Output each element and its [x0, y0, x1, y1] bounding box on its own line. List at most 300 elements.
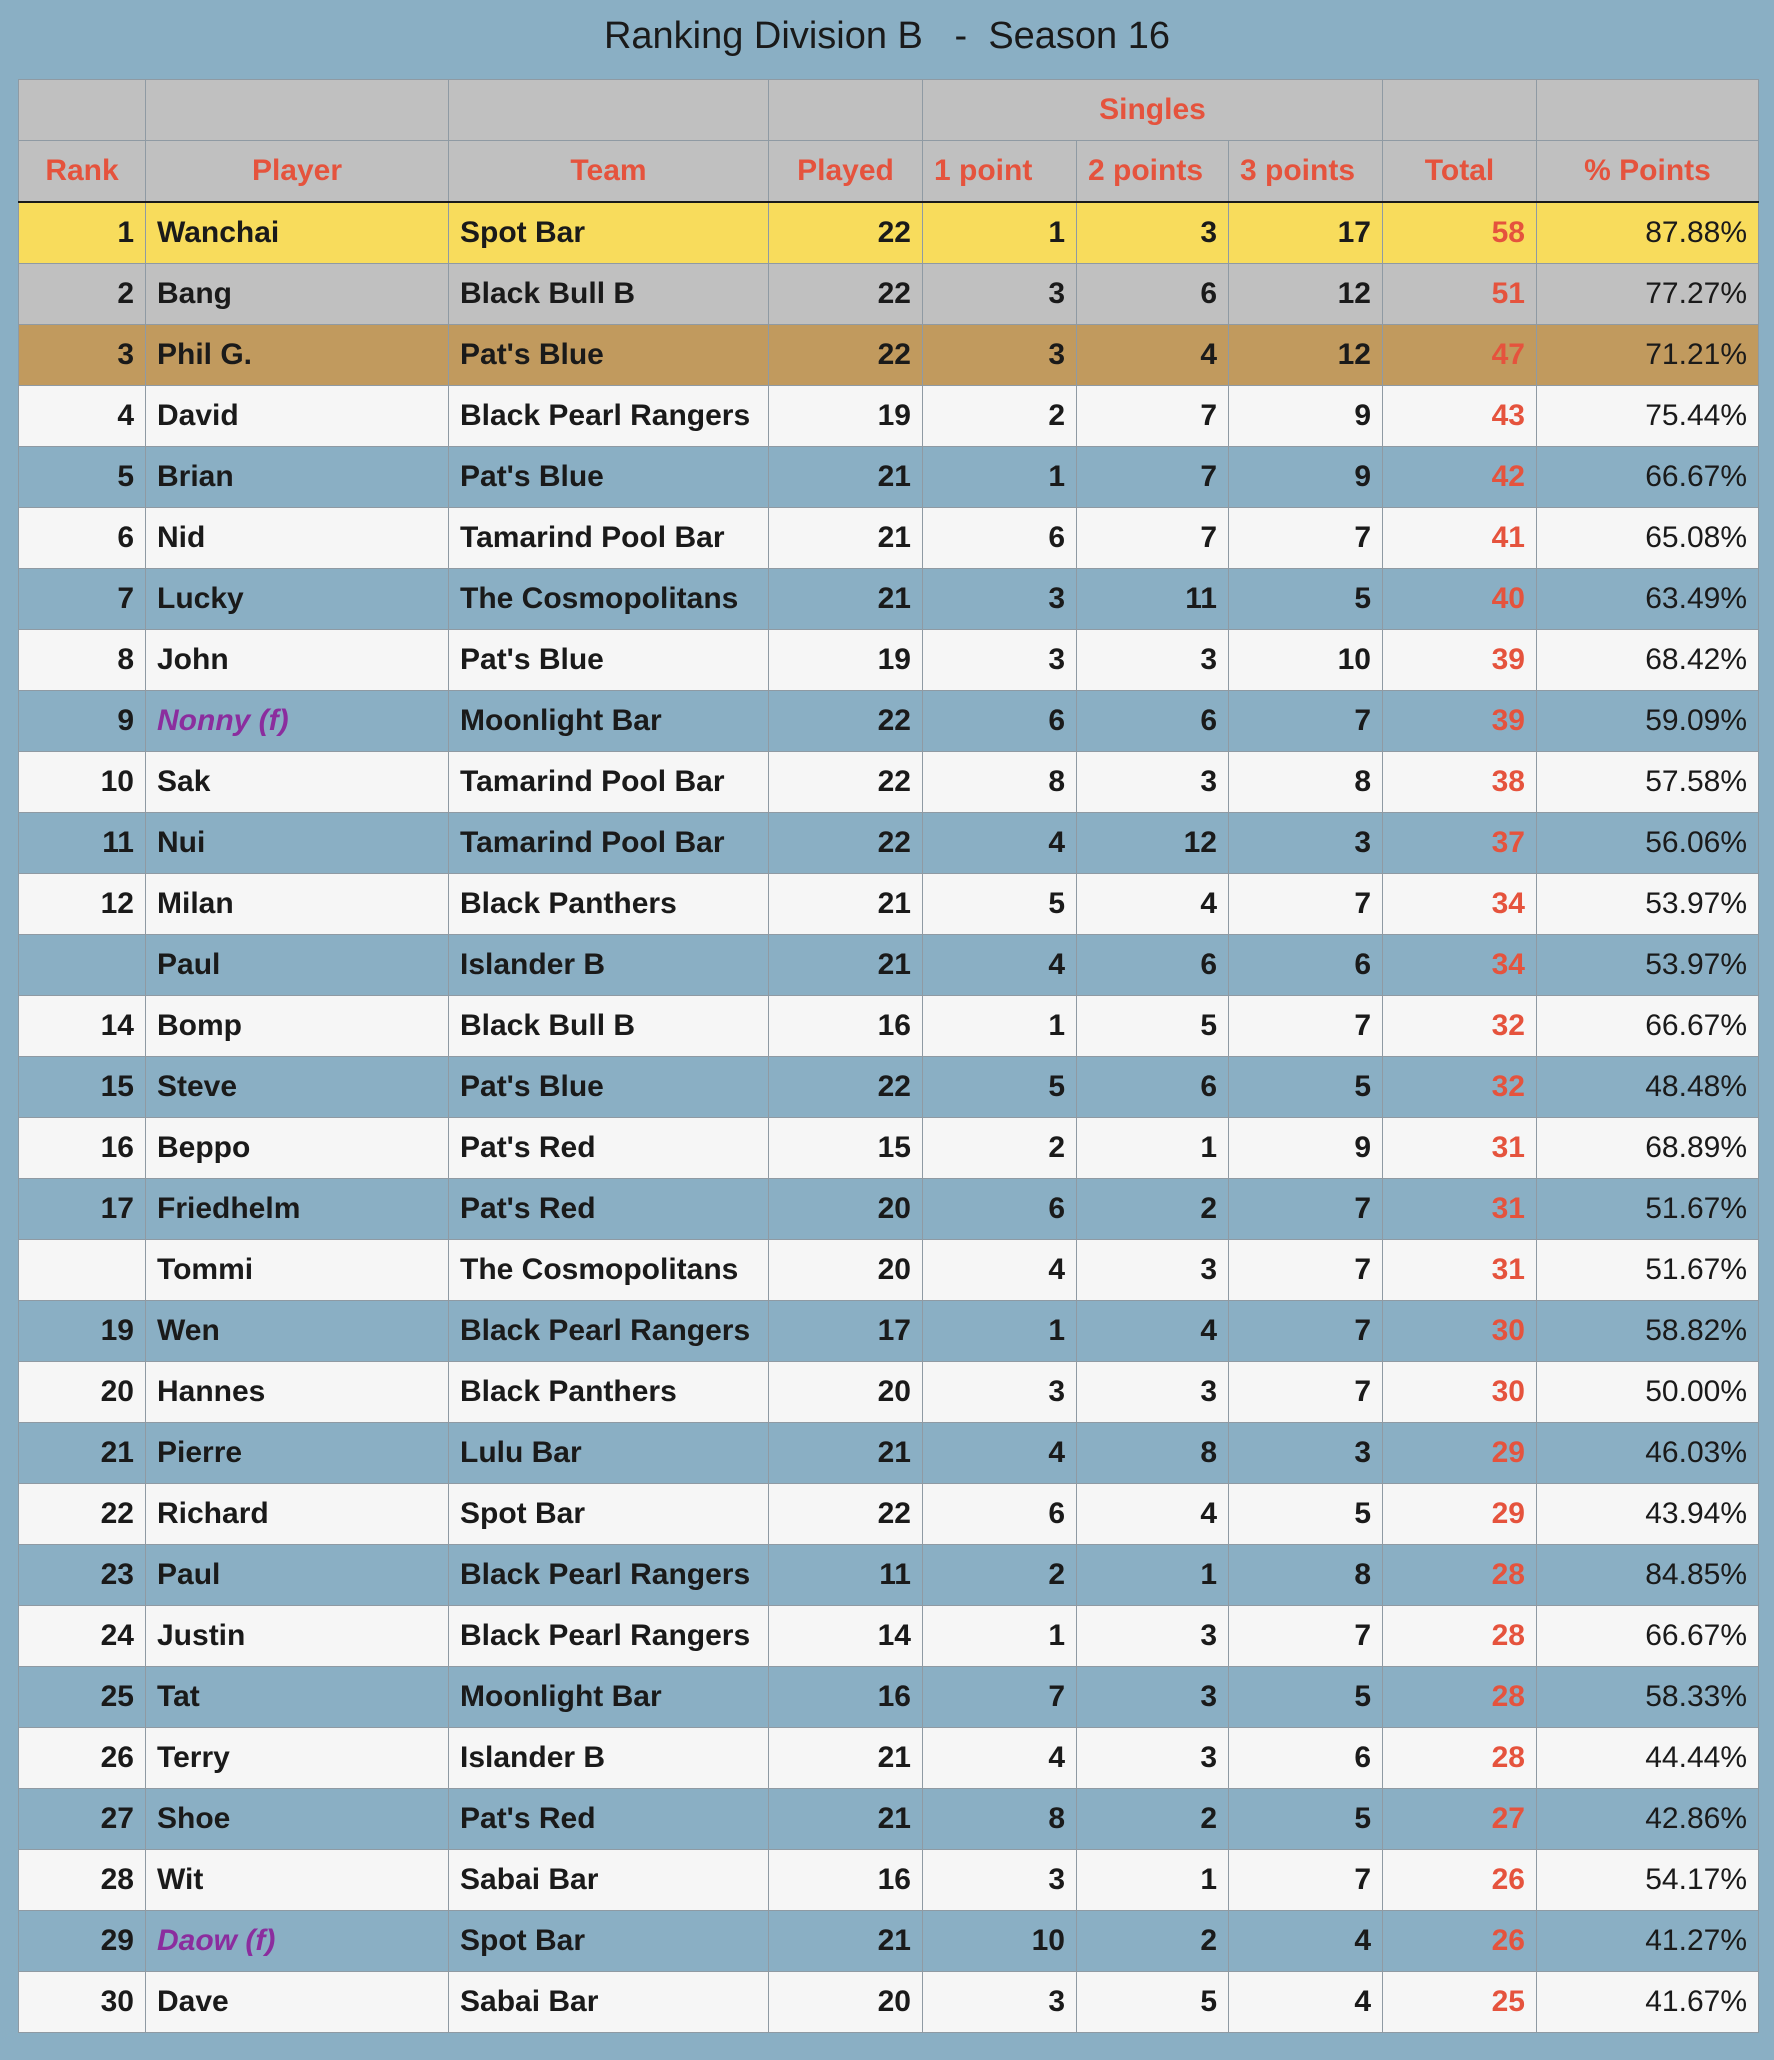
- two-points-cell: 1: [1077, 1545, 1229, 1606]
- player-cell: Wanchai: [146, 202, 449, 264]
- team-cell: Moonlight Bar: [449, 1667, 769, 1728]
- ranking-table: [18, 79, 1759, 2033]
- rank-cell: 9: [19, 691, 146, 752]
- total-cell: 32: [1383, 996, 1537, 1057]
- three-points-cell: 5: [1229, 569, 1383, 630]
- two-points-cell: 6: [1077, 264, 1229, 325]
- total-cell: 26: [1383, 1850, 1537, 1911]
- total-cell: 31: [1383, 1240, 1537, 1301]
- two-points-cell: 5: [1077, 1972, 1229, 2033]
- total-cell: 28: [1383, 1667, 1537, 1728]
- team-cell: Pat's Blue: [449, 630, 769, 691]
- three-points-cell: 7: [1229, 874, 1383, 935]
- header-1-point: 1 point: [923, 141, 1077, 203]
- header-blank-cell: [769, 80, 923, 141]
- player-cell: Richard: [146, 1484, 449, 1545]
- one-point-cell: 1: [923, 447, 1077, 508]
- two-points-cell: 4: [1077, 874, 1229, 935]
- two-points-cell: 2: [1077, 1179, 1229, 1240]
- table-row: [19, 1362, 1759, 1423]
- three-points-cell: 7: [1229, 1850, 1383, 1911]
- header-3-points: 3 points: [1229, 141, 1383, 203]
- table-row: [19, 202, 1759, 264]
- played-cell: 21: [769, 447, 923, 508]
- played-cell: 22: [769, 813, 923, 874]
- player-cell: Milan: [146, 874, 449, 935]
- one-point-cell: 5: [923, 1057, 1077, 1118]
- three-points-cell: 10: [1229, 630, 1383, 691]
- header-blank-cell: [1537, 80, 1759, 141]
- pct-points-cell: 57.58%: [1537, 752, 1759, 813]
- pct-points-cell: 46.03%: [1537, 1423, 1759, 1484]
- total-cell: 32: [1383, 1057, 1537, 1118]
- total-cell: 34: [1383, 874, 1537, 935]
- two-points-cell: 12: [1077, 813, 1229, 874]
- header-blank-cell: [1383, 80, 1537, 141]
- two-points-cell: 3: [1077, 630, 1229, 691]
- header-played: Played: [769, 141, 923, 203]
- team-cell: Tamarind Pool Bar: [449, 752, 769, 813]
- rank-cell: 28: [19, 1850, 146, 1911]
- one-point-cell: 3: [923, 264, 1077, 325]
- rank-cell: 23: [19, 1545, 146, 1606]
- two-points-cell: 4: [1077, 1484, 1229, 1545]
- one-point-cell: 6: [923, 508, 1077, 569]
- one-point-cell: 8: [923, 1789, 1077, 1850]
- team-cell: Black Pearl Rangers: [449, 1606, 769, 1667]
- played-cell: 21: [769, 508, 923, 569]
- table-row: [19, 264, 1759, 325]
- player-cell: Bang: [146, 264, 449, 325]
- header-group-row: [19, 80, 1759, 141]
- two-points-cell: 4: [1077, 325, 1229, 386]
- one-point-cell: 4: [923, 1728, 1077, 1789]
- three-points-cell: 3: [1229, 813, 1383, 874]
- player-cell: Friedhelm: [146, 1179, 449, 1240]
- three-points-cell: 5: [1229, 1789, 1383, 1850]
- total-cell: 34: [1383, 935, 1537, 996]
- table-row: [19, 1240, 1759, 1301]
- two-points-cell: 6: [1077, 1057, 1229, 1118]
- played-cell: 22: [769, 264, 923, 325]
- played-cell: 20: [769, 1240, 923, 1301]
- pct-points-cell: 41.27%: [1537, 1911, 1759, 1972]
- one-point-cell: 2: [923, 386, 1077, 447]
- player-cell: Wit: [146, 1850, 449, 1911]
- three-points-cell: 7: [1229, 1606, 1383, 1667]
- pct-points-cell: 87.88%: [1537, 202, 1759, 264]
- player-cell: Paul: [146, 1545, 449, 1606]
- two-points-cell: 6: [1077, 691, 1229, 752]
- two-points-cell: 2: [1077, 1911, 1229, 1972]
- three-points-cell: 5: [1229, 1057, 1383, 1118]
- player-cell: Hannes: [146, 1362, 449, 1423]
- team-cell: Islander B: [449, 935, 769, 996]
- three-points-cell: 12: [1229, 264, 1383, 325]
- pct-points-cell: 41.67%: [1537, 1972, 1759, 2033]
- two-points-cell: 11: [1077, 569, 1229, 630]
- header-blank-cell: [19, 80, 146, 141]
- rank-cell: 29: [19, 1911, 146, 1972]
- played-cell: 22: [769, 691, 923, 752]
- pct-points-cell: 77.27%: [1537, 264, 1759, 325]
- rank-cell: 17: [19, 1179, 146, 1240]
- played-cell: 15: [769, 1118, 923, 1179]
- played-cell: 20: [769, 1362, 923, 1423]
- pct-points-cell: 58.33%: [1537, 1667, 1759, 1728]
- team-cell: Lulu Bar: [449, 1423, 769, 1484]
- table-row: [19, 935, 1759, 996]
- played-cell: 20: [769, 1179, 923, 1240]
- one-point-cell: 6: [923, 1179, 1077, 1240]
- two-points-cell: 3: [1077, 1606, 1229, 1667]
- table-row: [19, 1057, 1759, 1118]
- one-point-cell: 3: [923, 325, 1077, 386]
- three-points-cell: 9: [1229, 447, 1383, 508]
- team-cell: Pat's Blue: [449, 325, 769, 386]
- pct-points-cell: 51.67%: [1537, 1240, 1759, 1301]
- rank-cell: 10: [19, 752, 146, 813]
- team-cell: Pat's Red: [449, 1118, 769, 1179]
- played-cell: 21: [769, 1423, 923, 1484]
- rank-cell: 24: [19, 1606, 146, 1667]
- pct-points-cell: 50.00%: [1537, 1362, 1759, 1423]
- pct-points-cell: 65.08%: [1537, 508, 1759, 569]
- rank-cell: 2: [19, 264, 146, 325]
- header-total: Total: [1383, 141, 1537, 203]
- table-row: [19, 1789, 1759, 1850]
- one-point-cell: 7: [923, 1667, 1077, 1728]
- total-cell: 28: [1383, 1606, 1537, 1667]
- table-row: [19, 1484, 1759, 1545]
- table-row: [19, 1667, 1759, 1728]
- table-row: [19, 752, 1759, 813]
- played-cell: 21: [769, 1911, 923, 1972]
- total-cell: 41: [1383, 508, 1537, 569]
- three-points-cell: 7: [1229, 1179, 1383, 1240]
- team-cell: Pat's Blue: [449, 447, 769, 508]
- two-points-cell: 7: [1077, 447, 1229, 508]
- player-cell: Dave: [146, 1972, 449, 2033]
- player-cell: Nid: [146, 508, 449, 569]
- table-row: [19, 1850, 1759, 1911]
- pct-points-cell: 51.67%: [1537, 1179, 1759, 1240]
- pct-points-cell: 54.17%: [1537, 1850, 1759, 1911]
- played-cell: 14: [769, 1606, 923, 1667]
- total-cell: 28: [1383, 1728, 1537, 1789]
- rank-cell: 6: [19, 508, 146, 569]
- table-row: [19, 1179, 1759, 1240]
- team-cell: Tamarind Pool Bar: [449, 508, 769, 569]
- pct-points-cell: 53.97%: [1537, 935, 1759, 996]
- total-cell: 25: [1383, 1972, 1537, 2033]
- team-cell: Black Bull B: [449, 996, 769, 1057]
- one-point-cell: 4: [923, 1423, 1077, 1484]
- rank-cell: 30: [19, 1972, 146, 2033]
- header-blank-cell: [449, 80, 769, 141]
- table-row: [19, 630, 1759, 691]
- team-cell: Sabai Bar: [449, 1972, 769, 2033]
- one-point-cell: 1: [923, 202, 1077, 264]
- two-points-cell: 1: [1077, 1850, 1229, 1911]
- pct-points-cell: 58.82%: [1537, 1301, 1759, 1362]
- table-row: [19, 386, 1759, 447]
- two-points-cell: 1: [1077, 1118, 1229, 1179]
- one-point-cell: 3: [923, 630, 1077, 691]
- total-cell: 38: [1383, 752, 1537, 813]
- one-point-cell: 1: [923, 1606, 1077, 1667]
- played-cell: 11: [769, 1545, 923, 1606]
- one-point-cell: 10: [923, 1911, 1077, 1972]
- player-cell: Daow (f): [146, 1911, 449, 1972]
- two-points-cell: 3: [1077, 1240, 1229, 1301]
- player-cell: Wen: [146, 1301, 449, 1362]
- rank-cell: 3: [19, 325, 146, 386]
- three-points-cell: 7: [1229, 996, 1383, 1057]
- played-cell: 21: [769, 874, 923, 935]
- two-points-cell: 3: [1077, 1362, 1229, 1423]
- rank-cell: 16: [19, 1118, 146, 1179]
- player-cell: Paul: [146, 935, 449, 996]
- pct-points-cell: 71.21%: [1537, 325, 1759, 386]
- team-cell: Black Pearl Rangers: [449, 386, 769, 447]
- pct-points-cell: 56.06%: [1537, 813, 1759, 874]
- one-point-cell: 1: [923, 1301, 1077, 1362]
- header-team: Team: [449, 141, 769, 203]
- table-row: [19, 1606, 1759, 1667]
- three-points-cell: 8: [1229, 1545, 1383, 1606]
- table-header: [19, 80, 1759, 203]
- rank-cell: 4: [19, 386, 146, 447]
- three-points-cell: 6: [1229, 935, 1383, 996]
- team-cell: Islander B: [449, 1728, 769, 1789]
- total-cell: 30: [1383, 1362, 1537, 1423]
- pct-points-cell: 84.85%: [1537, 1545, 1759, 1606]
- rank-cell: 12: [19, 874, 146, 935]
- player-cell: Beppo: [146, 1118, 449, 1179]
- played-cell: 17: [769, 1301, 923, 1362]
- team-cell: Tamarind Pool Bar: [449, 813, 769, 874]
- team-cell: Black Pearl Rangers: [449, 1301, 769, 1362]
- table-row: [19, 508, 1759, 569]
- player-cell: Lucky: [146, 569, 449, 630]
- two-points-cell: 7: [1077, 508, 1229, 569]
- three-points-cell: 4: [1229, 1972, 1383, 2033]
- rank-cell: 22: [19, 1484, 146, 1545]
- one-point-cell: 3: [923, 1850, 1077, 1911]
- pct-points-cell: 68.89%: [1537, 1118, 1759, 1179]
- table-row: [19, 1423, 1759, 1484]
- three-points-cell: 5: [1229, 1667, 1383, 1728]
- one-point-cell: 4: [923, 1240, 1077, 1301]
- pct-points-cell: 43.94%: [1537, 1484, 1759, 1545]
- table-row: [19, 1728, 1759, 1789]
- table-row: [19, 447, 1759, 508]
- one-point-cell: 2: [923, 1118, 1077, 1179]
- total-cell: 30: [1383, 1301, 1537, 1362]
- header-player: Player: [146, 141, 449, 203]
- rank-cell: 26: [19, 1728, 146, 1789]
- played-cell: 21: [769, 569, 923, 630]
- rank-cell: [19, 1240, 146, 1301]
- table-row: [19, 813, 1759, 874]
- rank-cell: 25: [19, 1667, 146, 1728]
- team-cell: The Cosmopolitans: [449, 1240, 769, 1301]
- two-points-cell: 7: [1077, 386, 1229, 447]
- two-points-cell: 4: [1077, 1301, 1229, 1362]
- played-cell: 19: [769, 630, 923, 691]
- rank-cell: 27: [19, 1789, 146, 1850]
- three-points-cell: 12: [1229, 325, 1383, 386]
- total-cell: 31: [1383, 1118, 1537, 1179]
- player-cell: Terry: [146, 1728, 449, 1789]
- table-row: [19, 1301, 1759, 1362]
- team-cell: Pat's Red: [449, 1789, 769, 1850]
- pct-points-cell: 66.67%: [1537, 1606, 1759, 1667]
- one-point-cell: 6: [923, 1484, 1077, 1545]
- one-point-cell: 6: [923, 691, 1077, 752]
- one-point-cell: 8: [923, 752, 1077, 813]
- played-cell: 22: [769, 1057, 923, 1118]
- player-cell: Phil G.: [146, 325, 449, 386]
- team-cell: Sabai Bar: [449, 1850, 769, 1911]
- table-row: [19, 874, 1759, 935]
- header-blank-cell: [146, 80, 449, 141]
- team-cell: Moonlight Bar: [449, 691, 769, 752]
- three-points-cell: 7: [1229, 691, 1383, 752]
- table-row: [19, 1545, 1759, 1606]
- total-cell: 37: [1383, 813, 1537, 874]
- table-row: [19, 1118, 1759, 1179]
- table-row: [19, 1972, 1759, 2033]
- team-cell: Spot Bar: [449, 1911, 769, 1972]
- played-cell: 16: [769, 1850, 923, 1911]
- player-cell: Tommi: [146, 1240, 449, 1301]
- total-cell: 39: [1383, 691, 1537, 752]
- two-points-cell: 3: [1077, 1667, 1229, 1728]
- page-title: Ranking Division B - Season 16: [603, 15, 1171, 57]
- one-point-cell: 2: [923, 1545, 1077, 1606]
- player-cell: Bomp: [146, 996, 449, 1057]
- two-points-cell: 3: [1077, 202, 1229, 264]
- two-points-cell: 8: [1077, 1423, 1229, 1484]
- team-cell: The Cosmopolitans: [449, 569, 769, 630]
- total-cell: 27: [1383, 1789, 1537, 1850]
- pct-points-cell: 75.44%: [1537, 386, 1759, 447]
- table-row: [19, 996, 1759, 1057]
- pct-points-cell: 66.67%: [1537, 996, 1759, 1057]
- rank-cell: [19, 935, 146, 996]
- team-cell: Black Bull B: [449, 264, 769, 325]
- player-cell: Justin: [146, 1606, 449, 1667]
- player-cell: Nui: [146, 813, 449, 874]
- one-point-cell: 3: [923, 1362, 1077, 1423]
- played-cell: 19: [769, 386, 923, 447]
- played-cell: 21: [769, 935, 923, 996]
- header-singles-group: Singles: [923, 80, 1383, 141]
- rank-cell: 14: [19, 996, 146, 1057]
- player-cell: Tat: [146, 1667, 449, 1728]
- one-point-cell: 4: [923, 935, 1077, 996]
- three-points-cell: 3: [1229, 1423, 1383, 1484]
- player-cell: John: [146, 630, 449, 691]
- pct-points-cell: 44.44%: [1537, 1728, 1759, 1789]
- total-cell: 28: [1383, 1545, 1537, 1606]
- total-cell: 29: [1383, 1423, 1537, 1484]
- pct-points-cell: 48.48%: [1537, 1057, 1759, 1118]
- rank-cell: 21: [19, 1423, 146, 1484]
- total-cell: 43: [1383, 386, 1537, 447]
- team-cell: Pat's Red: [449, 1179, 769, 1240]
- player-cell: Brian: [146, 447, 449, 508]
- three-points-cell: 7: [1229, 508, 1383, 569]
- player-cell: Pierre: [146, 1423, 449, 1484]
- player-cell: Nonny (f): [146, 691, 449, 752]
- total-cell: 47: [1383, 325, 1537, 386]
- three-points-cell: 8: [1229, 752, 1383, 813]
- rank-cell: 20: [19, 1362, 146, 1423]
- rank-cell: 1: [19, 202, 146, 264]
- three-points-cell: 5: [1229, 1484, 1383, 1545]
- played-cell: 21: [769, 1789, 923, 1850]
- player-cell: Steve: [146, 1057, 449, 1118]
- two-points-cell: 5: [1077, 996, 1229, 1057]
- total-cell: 40: [1383, 569, 1537, 630]
- three-points-cell: 6: [1229, 1728, 1383, 1789]
- pct-points-cell: 42.86%: [1537, 1789, 1759, 1850]
- played-cell: 21: [769, 1728, 923, 1789]
- team-cell: Spot Bar: [449, 202, 769, 264]
- three-points-cell: 9: [1229, 386, 1383, 447]
- table-row: [19, 691, 1759, 752]
- rank-cell: 5: [19, 447, 146, 508]
- one-point-cell: 3: [923, 1972, 1077, 2033]
- total-cell: 31: [1383, 1179, 1537, 1240]
- header-rank: Rank: [19, 141, 146, 203]
- one-point-cell: 1: [923, 996, 1077, 1057]
- one-point-cell: 4: [923, 813, 1077, 874]
- table-row: [19, 569, 1759, 630]
- two-points-cell: 3: [1077, 752, 1229, 813]
- played-cell: 20: [769, 1972, 923, 2033]
- pct-points-cell: 53.97%: [1537, 874, 1759, 935]
- player-cell: Sak: [146, 752, 449, 813]
- team-cell: Pat's Blue: [449, 1057, 769, 1118]
- pct-points-cell: 66.67%: [1537, 447, 1759, 508]
- two-points-cell: 3: [1077, 1728, 1229, 1789]
- team-cell: Black Panthers: [449, 874, 769, 935]
- three-points-cell: 4: [1229, 1911, 1383, 1972]
- three-points-cell: 7: [1229, 1301, 1383, 1362]
- played-cell: 22: [769, 1484, 923, 1545]
- header-2-points: 2 points: [1077, 141, 1229, 203]
- rank-cell: 8: [19, 630, 146, 691]
- three-points-cell: 7: [1229, 1362, 1383, 1423]
- total-cell: 58: [1383, 202, 1537, 264]
- total-cell: 26: [1383, 1911, 1537, 1972]
- team-cell: Spot Bar: [449, 1484, 769, 1545]
- three-points-cell: 7: [1229, 1240, 1383, 1301]
- pct-points-cell: 59.09%: [1537, 691, 1759, 752]
- team-cell: Black Panthers: [449, 1362, 769, 1423]
- two-points-cell: 2: [1077, 1789, 1229, 1850]
- player-cell: Shoe: [146, 1789, 449, 1850]
- team-cell: Black Pearl Rangers: [449, 1545, 769, 1606]
- player-cell: David: [146, 386, 449, 447]
- header-pct-points: % Points: [1537, 141, 1759, 203]
- total-cell: 39: [1383, 630, 1537, 691]
- rank-cell: 7: [19, 569, 146, 630]
